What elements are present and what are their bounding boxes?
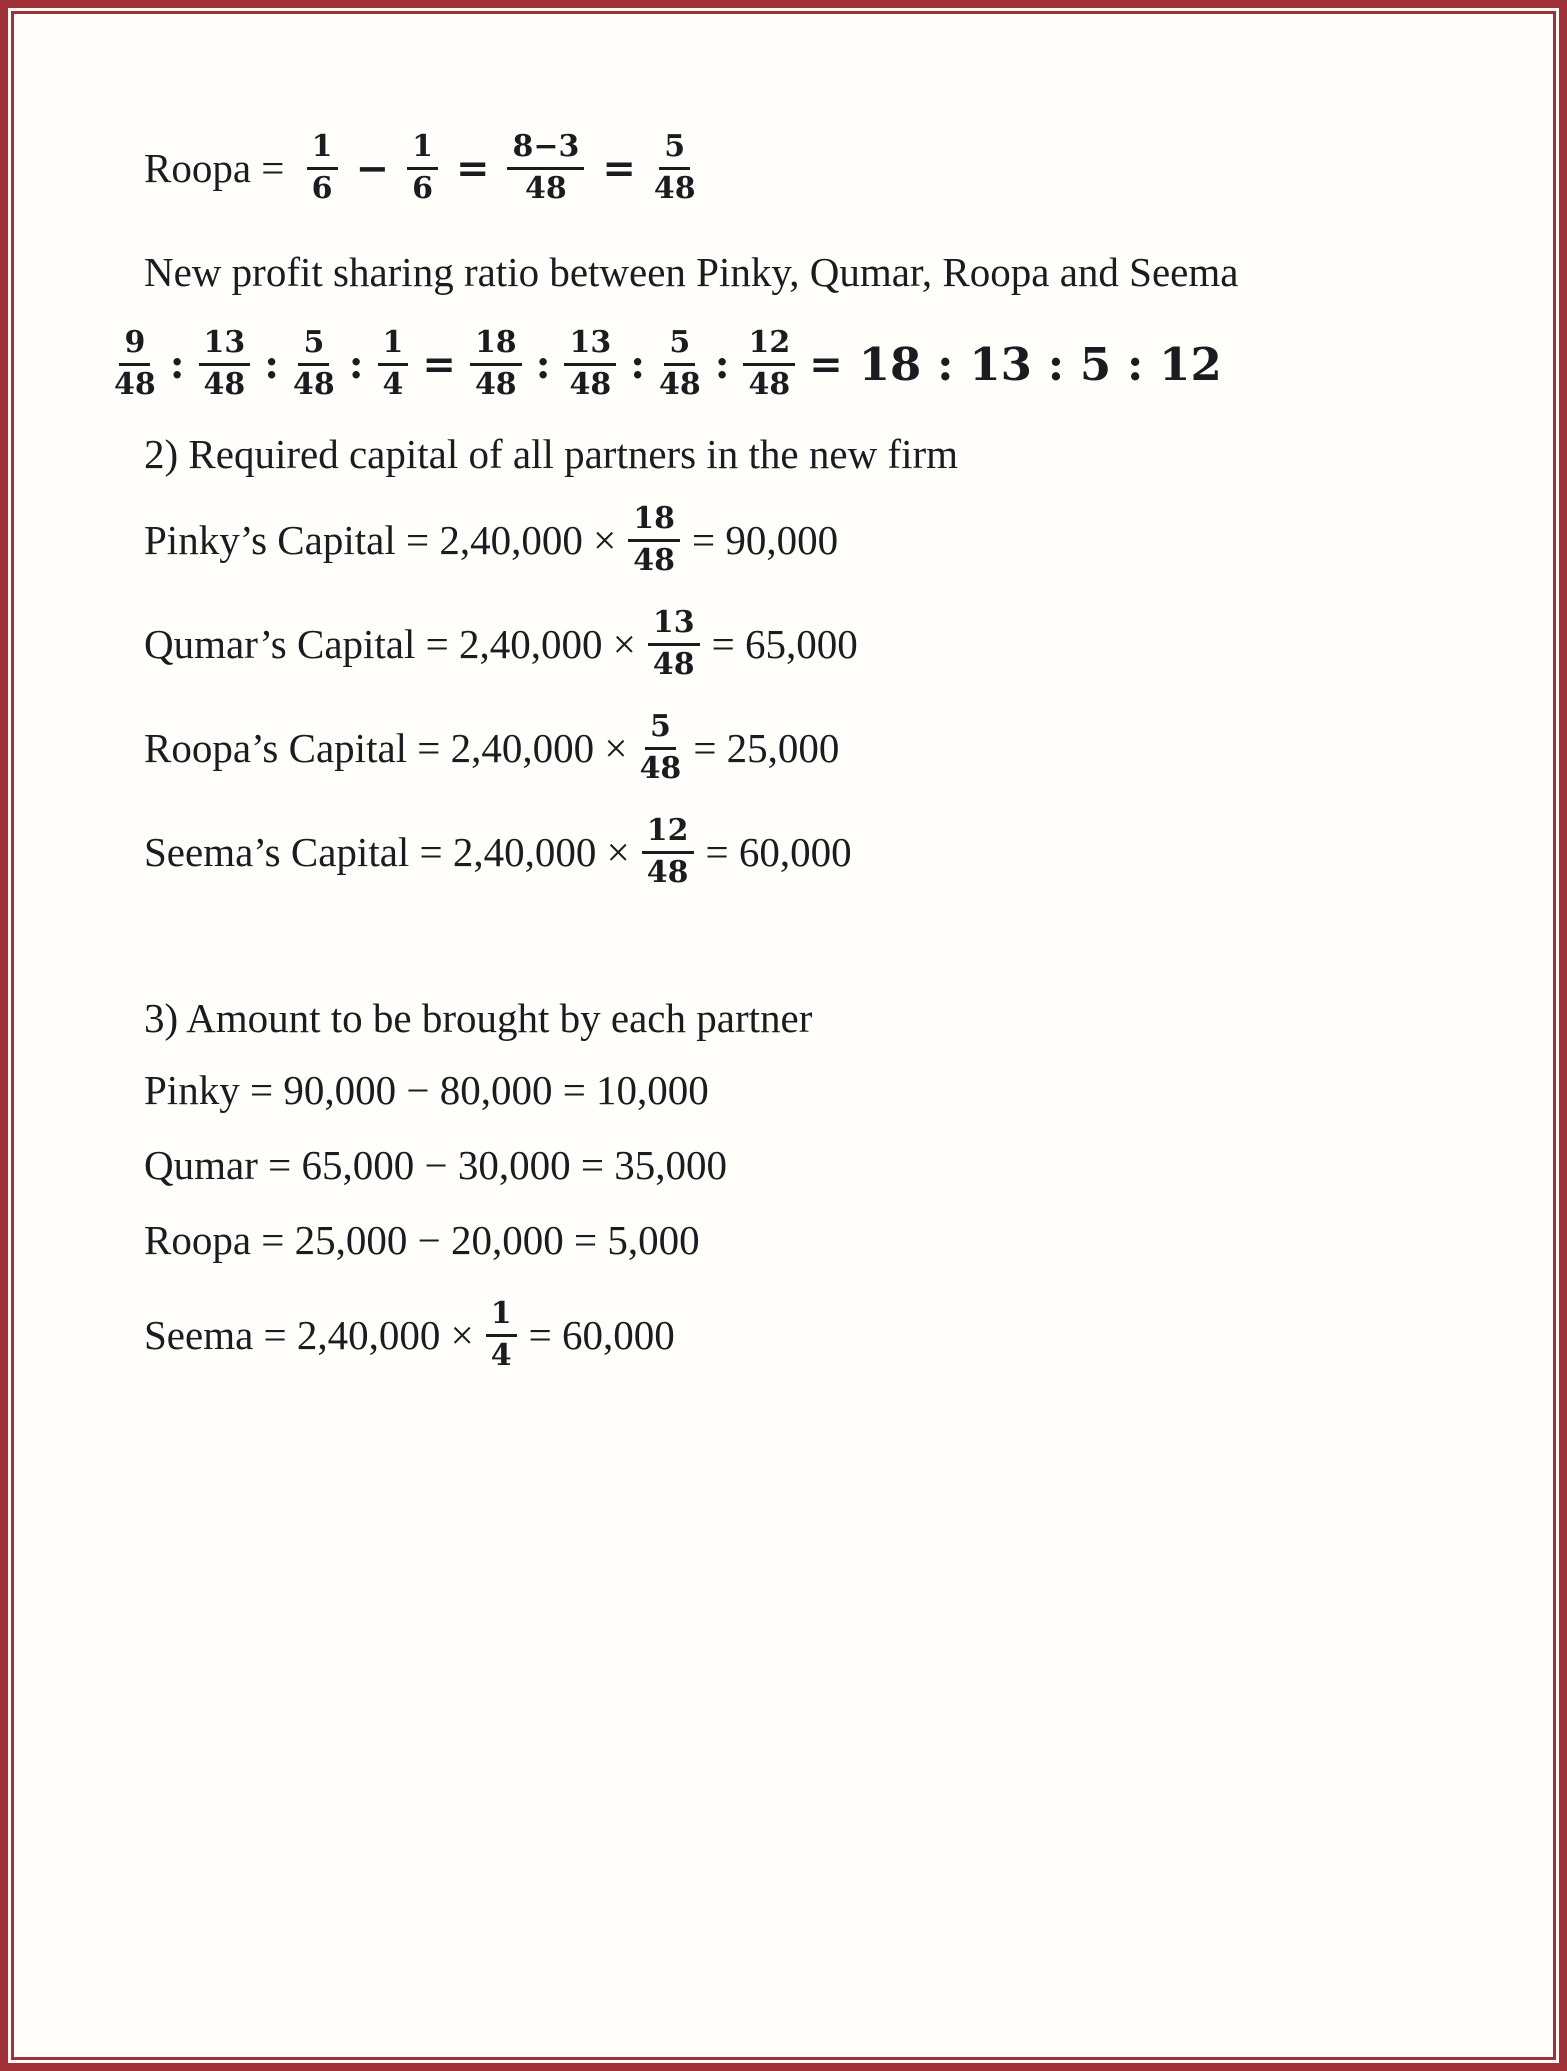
heading-amount-brought <box>144 990 1483 1046</box>
fraction <box>628 502 680 578</box>
heading-new-profit-ratio <box>144 244 1483 300</box>
fraction-numerator: 8−3 <box>507 130 584 170</box>
fraction <box>743 326 795 402</box>
capital-line-pinky <box>144 492 1483 588</box>
fraction-numerator: 18 <box>628 502 680 542</box>
fraction-denominator: 4 <box>490 1337 512 1373</box>
fraction <box>564 326 616 402</box>
fraction-numerator: 13 <box>648 606 700 646</box>
ratio-colon: : <box>535 340 551 388</box>
ratio-colon: : <box>264 340 280 388</box>
amount-line-qumar <box>144 1137 1483 1193</box>
fraction <box>199 326 251 402</box>
fraction <box>640 710 682 786</box>
capital-line-result: = 65,000 <box>711 621 858 667</box>
fraction-denominator: 48 <box>646 854 689 890</box>
fraction-denominator: 48 <box>653 170 696 206</box>
fraction-denominator: 48 <box>203 366 246 402</box>
minus-operator: − <box>355 144 390 192</box>
fraction <box>486 1297 517 1373</box>
fraction <box>307 130 338 206</box>
amount-line-text: Roopa = 25,000 − 20,000 = 5,000 <box>144 1217 700 1263</box>
fraction <box>648 606 700 682</box>
capital-line-qumar <box>144 596 1483 692</box>
equals-operator: = <box>809 340 843 388</box>
heading-text: 2) Required capital of all partners in the new firm <box>144 431 959 477</box>
fraction <box>378 326 409 402</box>
fraction <box>507 130 584 206</box>
fraction-numerator: 13 <box>564 326 616 366</box>
fraction-numerator: 1 <box>307 130 338 170</box>
fraction-denominator: 48 <box>114 366 156 402</box>
fraction-numerator: 12 <box>743 326 795 366</box>
fraction-denominator: 6 <box>412 170 433 206</box>
equals-operator: = <box>602 144 636 192</box>
amount-line-seema <box>144 1287 1483 1383</box>
fraction-denominator: 48 <box>633 542 675 578</box>
capital-line-text: Seema’s Capital = 2,40,000 × <box>144 829 630 875</box>
capital-line-result: = 60,000 <box>705 829 852 875</box>
fraction-numerator: 1 <box>378 326 409 366</box>
document-content <box>14 14 1553 1383</box>
fraction-denominator: 48 <box>569 366 612 402</box>
fraction-denominator: 48 <box>639 750 682 786</box>
heading-text: New profit sharing ratio between Pinky, Qumar, Roopa and Seema <box>144 249 1239 295</box>
math-line-ratio <box>106 316 1483 412</box>
fraction-numerator: 5 <box>645 710 676 750</box>
amount-line-text: Pinky = 90,000 − 80,000 = 10,000 <box>144 1067 709 1113</box>
capital-line-text: Qumar’s Capital = 2,40,000 × <box>144 621 636 667</box>
fraction <box>407 130 438 206</box>
page-border-gap <box>8 8 1559 2063</box>
fraction-denominator: 48 <box>474 366 517 402</box>
capital-line-text: Roopa’s Capital = 2,40,000 × <box>144 725 628 771</box>
amount-line-result: = 60,000 <box>528 1312 675 1358</box>
fraction-numerator: 9 <box>119 326 150 366</box>
amount-line-roopa <box>144 1212 1483 1268</box>
fraction-denominator: 48 <box>652 646 695 682</box>
fraction-denominator: 4 <box>382 366 404 402</box>
fraction <box>470 326 522 402</box>
fraction-denominator: 48 <box>525 170 567 206</box>
document-page <box>11 11 1556 2060</box>
capital-line-result: = 90,000 <box>691 517 839 563</box>
fraction-numerator: 1 <box>486 1297 517 1337</box>
fraction-numerator: 18 <box>470 326 522 366</box>
fraction-numerator: 1 <box>407 130 438 170</box>
fraction <box>114 326 156 402</box>
math-line-roopa-share <box>144 120 1483 216</box>
capital-line-roopa <box>144 700 1483 796</box>
fraction <box>654 130 696 206</box>
ratio-result: 18 : 13 : 5 : 12 <box>858 337 1222 391</box>
fraction-numerator: 5 <box>664 326 695 366</box>
fraction-numerator: 12 <box>642 814 694 854</box>
fraction-denominator: 48 <box>658 366 701 402</box>
ratio-colon: : <box>630 340 645 388</box>
fraction-denominator: 48 <box>748 366 791 402</box>
equals-operator: = <box>455 144 490 192</box>
fraction <box>659 326 701 402</box>
fraction-numerator: 5 <box>659 130 690 170</box>
fraction-numerator: 5 <box>298 326 329 366</box>
fraction-denominator: 6 <box>311 170 333 206</box>
equals-operator: = <box>422 340 456 388</box>
capital-line-seema <box>144 804 1483 900</box>
fraction <box>293 326 335 402</box>
amount-line-pinky <box>144 1062 1483 1118</box>
capital-line-text: Pinky’s Capital = 2,40,000 × <box>144 517 617 563</box>
heading-text: 3) Amount to be brought by each partner <box>144 995 813 1041</box>
heading-required-capital <box>144 426 1483 482</box>
capital-line-result: = 25,000 <box>693 725 840 771</box>
ratio-colon: : <box>169 340 185 388</box>
amount-line-text: Qumar = 65,000 − 30,000 = 35,000 <box>144 1142 727 1188</box>
roopa-share-label: Roopa = <box>144 145 295 191</box>
fraction <box>642 814 694 890</box>
ratio-colon: : <box>348 340 364 388</box>
amount-line-text: Seema = 2,40,000 × <box>144 1312 474 1358</box>
fraction-denominator: 48 <box>293 366 335 402</box>
fraction-numerator: 13 <box>199 326 251 366</box>
ratio-colon: : <box>714 340 730 388</box>
